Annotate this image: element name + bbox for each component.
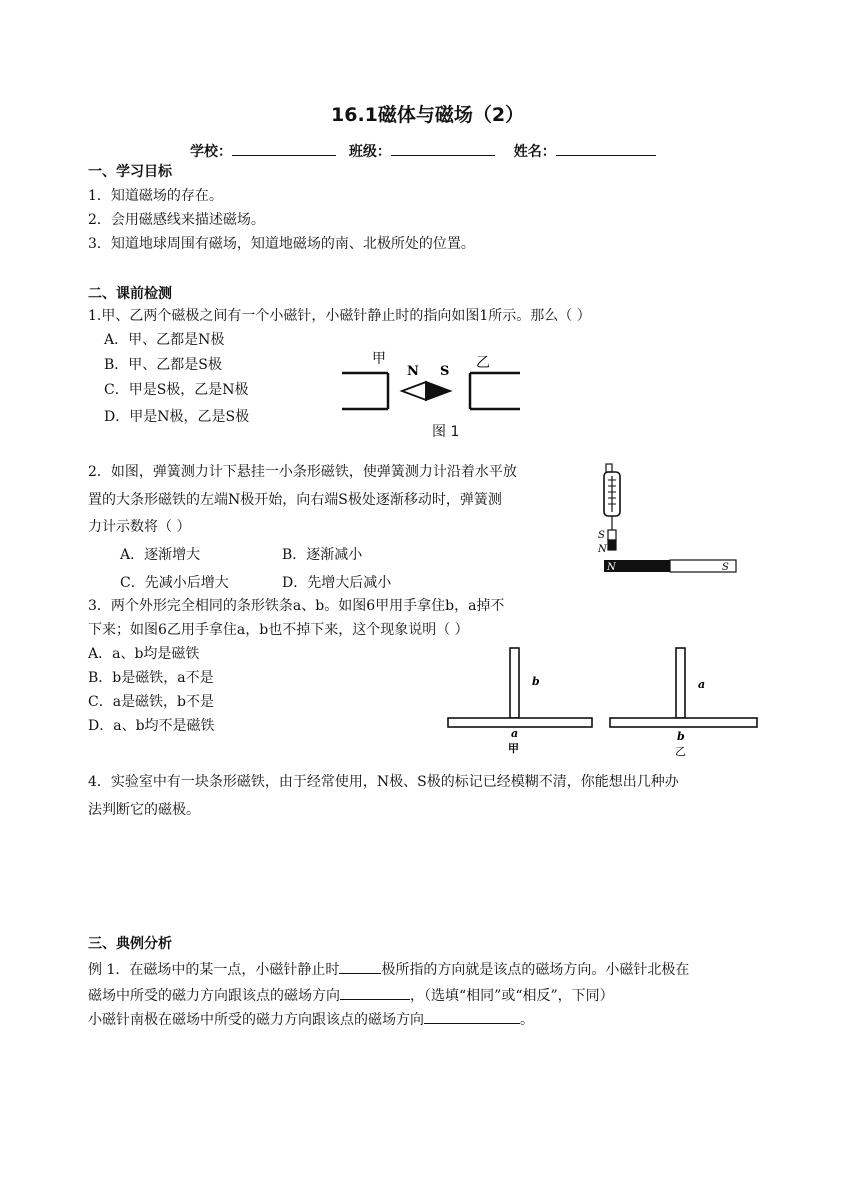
q3-line: 3．两个外形完全相同的条形铁条a、b。如图6甲用手拿住b，a掉不 [88,598,505,614]
q4-line: 法判断它的磁极。 [88,802,200,818]
small-magnet-n-label: N [598,544,607,555]
figure-6-iron-bars [440,640,770,760]
blank-pole[interactable] [339,958,381,974]
jia-horizontal-label: a [511,727,519,740]
yi-horizontal-label: b [677,730,685,743]
jia-caption: 甲 [508,742,519,755]
q2-option-b: B．逐渐减小 [282,547,363,563]
label-yi: 乙 [476,355,490,371]
goal-item: 1．知道磁场的存在。 [88,188,223,204]
q1-option-c: C．甲是S极，乙是N极 [104,382,249,398]
needle-n-label: N [407,364,419,379]
goal-item: 2．会用磁感线来描述磁场。 [88,212,265,228]
blank-south-direction[interactable] [424,1008,520,1024]
yi-vertical-label: a [698,678,706,691]
q2-line: 置的大条形磁铁的左端N极开始，向右端S极处逐渐移动时，弹簧测 [88,492,502,508]
bar-s-label: S [722,562,729,573]
label-jia: 甲 [372,351,386,367]
yi-caption: 乙 [675,745,686,758]
spring-balance-figure [596,460,742,578]
example-text: 小磁针南极在磁场中所受的磁力方向跟该点的磁场方向 [88,1012,424,1028]
example-text: 例 1．在磁场中的某一点，小磁针静止时 [88,962,340,978]
figure-jia [448,648,592,727]
compass-needle [402,382,450,400]
q1-option-b: B．甲、乙都是S极 [104,357,222,373]
name-label: 姓名： [513,144,556,160]
class-label: 班级： [348,144,391,160]
example-text: 磁场中所受的磁力方向跟该点的磁场方向 [88,988,340,1004]
class-field[interactable] [391,140,495,156]
example-text: 。 [520,1012,534,1028]
large-bar-magnet [604,560,736,572]
example-line-3 [88,1008,534,1030]
bar-n-label: N [607,562,616,573]
q3-option-d: D．a、b均不是磁铁 [88,718,215,734]
q2-option-c: C．先减小后增大 [120,575,229,591]
small-magnet-s-label: S [598,530,605,541]
page-title: 16.1磁体与磁场（2） [331,104,525,126]
q3-line: 下来；如图6乙用手拿住a，b也不掉下来，这个现象说明（ ） [88,622,469,638]
jia-vertical-label: b [532,675,540,688]
q3-option-a: A．a、b均是磁铁 [88,646,200,662]
small-bar-magnet [608,530,616,550]
goal-item: 3．知道地球周围有磁场，知道地磁场的南、北极所处的位置。 [88,236,475,252]
example-line-1 [88,958,689,980]
blank-north-direction[interactable] [340,984,410,1000]
figure-1-caption: 图 1 [432,424,460,440]
figure-yi [610,648,757,727]
left-magnet-jia [342,373,388,409]
q2-option-a: A．逐渐增大 [120,547,201,563]
q1-option-d: D．甲是N极，乙是S极 [104,409,250,425]
section2-heading: 二、课前检测 [88,286,172,302]
school-field[interactable] [232,140,336,156]
example-text: ，（选填“相同”或“相反”，下同） [410,988,614,1004]
name-field[interactable] [556,140,656,156]
example-line-2 [88,984,614,1006]
q3-option-c: C．a是磁铁，b不是 [88,694,215,710]
right-magnet-yi [470,373,520,409]
section1-heading: 一、学习目标 [88,164,172,180]
q3-option-b: B．b是磁铁，a不是 [88,670,214,686]
q1-stem: 1.甲、乙两个磁极之间有一个小磁针，小磁针静止时的指向如图1所示。那么（ ） [88,308,591,324]
section3-heading: 三、典例分析 [88,936,172,952]
q2-line: 力计示数将（ ） [88,519,191,535]
q2-line: 2．如图，弹簧测力计下悬挂一小条形磁铁，使弹簧测力计沿着水平放 [88,464,517,480]
figure-1-magnet-poles [330,343,530,421]
needle-s-label: S [440,364,450,379]
q1-option-a: A．甲、乙都是N极 [104,332,225,348]
example-text: 极所指的方向就是该点的磁场方向。小磁针北极在 [381,962,690,978]
q4-line: 4．实验室中有一块条形磁铁，由于经常使用，N极、S极的标记已经模糊不清，你能想出几种办 [88,774,679,790]
school-label: 学校： [190,144,232,160]
q2-option-d: D．先增大后减小 [282,575,392,591]
student-info-line [190,140,656,162]
spring-balance [604,464,620,530]
